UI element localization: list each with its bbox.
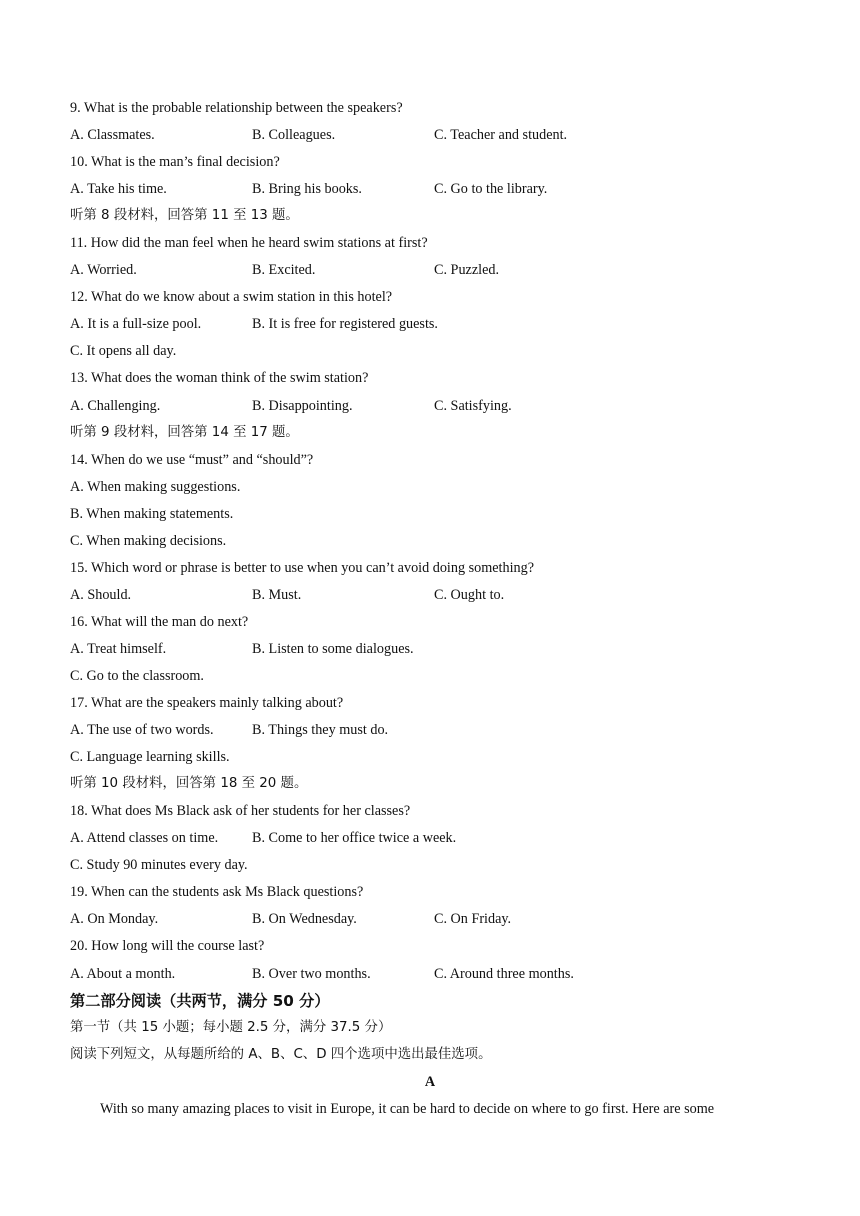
answer-options-row	[70, 259, 790, 286]
answer-options-row	[70, 584, 790, 611]
question-text: 10. What is the man’s final decision?	[70, 154, 280, 171]
option-a: A. Classmates.	[70, 127, 155, 144]
question-text: B. When making statements.	[70, 505, 234, 522]
option-c: C. On Friday.	[434, 911, 512, 928]
question-text: C. When making decisions.	[70, 532, 227, 549]
answer-options-row	[70, 178, 790, 205]
option-b: B. Over two months.	[252, 965, 371, 982]
question-text: C. Study 90 minutes every day.	[70, 857, 248, 874]
option-c: C. Around three months.	[434, 965, 574, 982]
answer-options-row	[70, 313, 790, 340]
question-text: 12. What do we know about a swim station in this hotel?	[70, 289, 393, 306]
answer-options-row	[70, 719, 790, 746]
option-a: A. Should.	[70, 586, 132, 603]
question-text: 16. What will the man do next?	[70, 613, 249, 630]
option-b: B. Bring his books.	[252, 181, 362, 198]
option-b: B. It is free for registered guests.	[252, 316, 438, 333]
option-b: B. On Wednesday.	[252, 911, 357, 928]
option-a: A. Worried.	[70, 262, 137, 279]
question-text: C. Language learning skills.	[70, 749, 230, 766]
answer-options-row	[70, 124, 790, 151]
question-text: 11. How did the man feel when he heard swim stations at first?	[70, 235, 428, 252]
question-text: 18. What does Ms Black ask of her students for her classes?	[70, 803, 411, 820]
option-b: B. Listen to some dialogues.	[252, 640, 414, 657]
option-a: A. Treat himself.	[70, 640, 167, 657]
option-b: B. Things they must do.	[252, 722, 389, 739]
option-c: C. Puzzled.	[434, 262, 500, 279]
instruction-text: 听第 8 段材料，回答第 11 至 13 题。	[70, 208, 299, 224]
option-a: A. About a month.	[70, 965, 176, 982]
page-content	[70, 97, 790, 1125]
question-text: C. It opens all day.	[70, 343, 177, 360]
question-text: 15. Which word or phrase is better to use when you can’t avoid doing something?	[70, 559, 535, 576]
question-text: 17. What are the speakers mainly talking about?	[70, 695, 344, 712]
option-a: A. It is a full-size pool.	[70, 316, 202, 333]
answer-options-row	[70, 908, 790, 935]
instruction-text: 第一节（共 15 小题；每小题 2.5 分，满分 37.5 分）	[70, 1019, 392, 1035]
instruction-text: 听第 9 段材料，回答第 14 至 17 题。	[70, 424, 299, 440]
question-text: A. When making suggestions.	[70, 478, 241, 495]
option-a: A. Challenging.	[70, 397, 161, 414]
answer-options-row	[70, 638, 790, 665]
option-a: A. Take his time.	[70, 181, 167, 198]
answer-options-row	[70, 827, 790, 854]
option-b: B. Disappointing.	[252, 397, 353, 414]
question-text: 13. What does the woman think of the swim station?	[70, 370, 369, 387]
question-text: 19. When can the students ask Ms Black questions?	[70, 884, 364, 901]
question-text: 9. What is the probable relationship between the speakers?	[70, 100, 403, 116]
option-a: A. The use of two words.	[70, 722, 214, 739]
passage-label: A	[424, 1073, 436, 1090]
option-a: A. Attend classes on time.	[70, 830, 219, 847]
option-b: B. Must.	[252, 586, 302, 603]
instruction-text: 听第 10 段材料，回答第 18 至 20 题。	[70, 776, 308, 792]
question-text: 20. How long will the course last?	[70, 938, 265, 955]
option-c: C. Satisfying.	[434, 397, 512, 414]
section-heading: 第二部分阅读（共两节，满分 50 分）	[70, 991, 330, 1010]
answer-options-row	[70, 395, 790, 422]
instruction-text: 阅读下列短文，从每题所给的 A、B、C、D 四个选项中选出最佳选项。	[70, 1046, 492, 1062]
option-c: C. Ought to.	[434, 586, 505, 603]
option-a: A. On Monday.	[70, 911, 159, 928]
question-text: C. Go to the classroom.	[70, 667, 204, 684]
question-text: 14. When do we use “must” and “should”?	[70, 451, 314, 468]
option-c: C. Go to the library.	[434, 181, 548, 198]
answer-options-row	[70, 963, 790, 990]
option-b: B. Excited.	[252, 262, 316, 279]
option-b: B. Come to her office twice a week.	[252, 830, 457, 847]
option-c: C. Teacher and student.	[434, 127, 568, 144]
passage-paragraph: With so many amazing places to visit in Europe, it can be hard to decide on where to go first. Here are some	[100, 1100, 715, 1117]
option-b: B. Colleagues.	[252, 127, 336, 144]
